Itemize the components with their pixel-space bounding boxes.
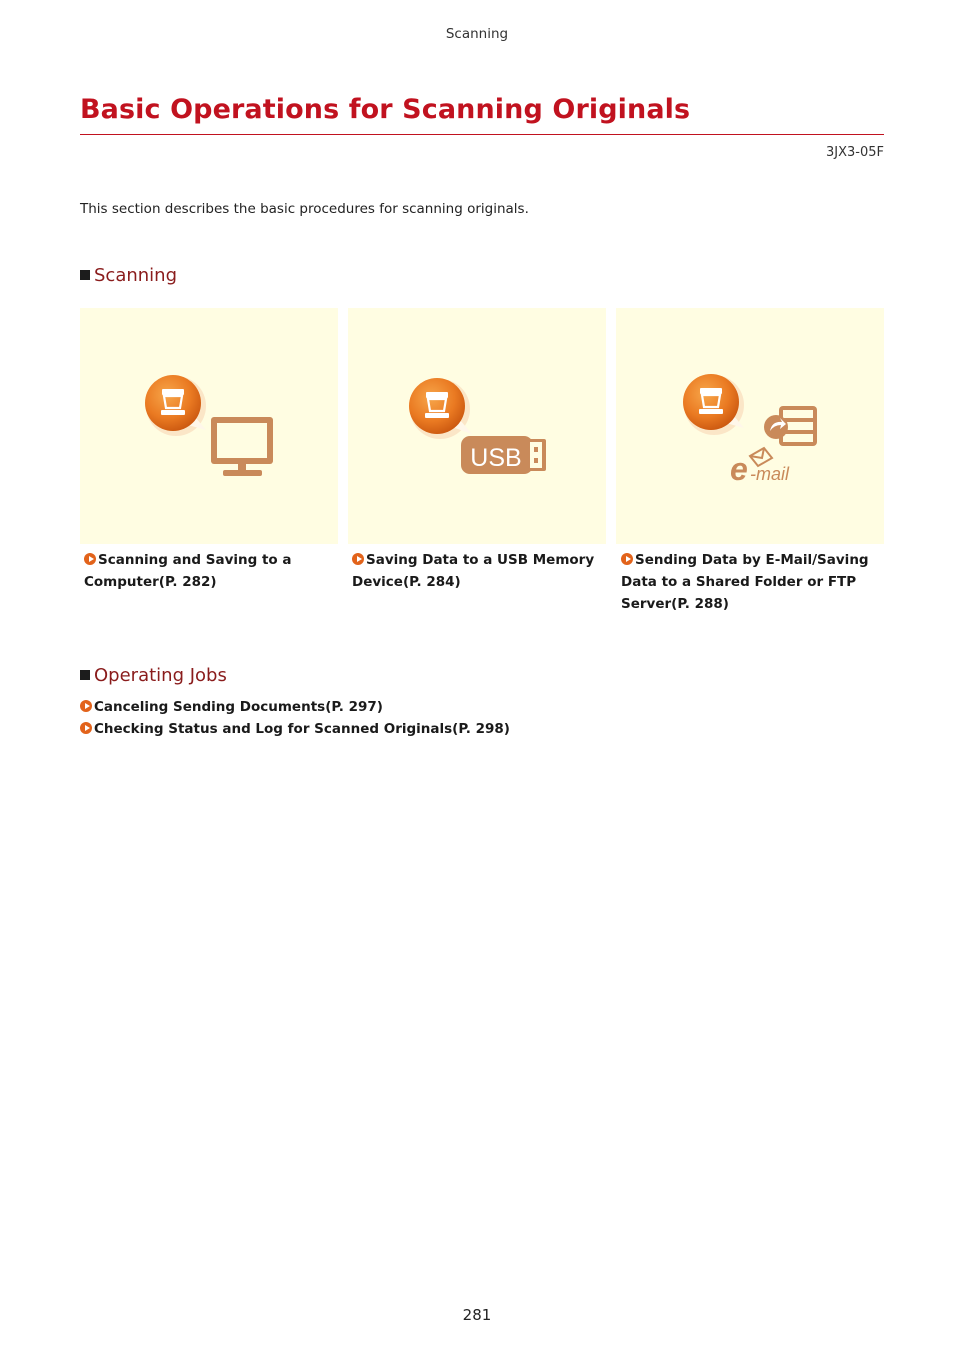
link-checking-status-log[interactable] xyxy=(80,721,510,737)
square-bullet-icon xyxy=(80,270,90,280)
caption-line: Scanning and Saving to a xyxy=(98,552,292,568)
intro-text: This section describes the basic procedures for scanning originals. xyxy=(80,201,529,217)
link-label: Checking Status and Log for Scanned Originals(P. 298) xyxy=(94,721,510,737)
link-arrow-icon xyxy=(80,700,92,712)
link-arrow-icon xyxy=(352,553,364,565)
scanner-badge-icon xyxy=(683,374,744,435)
scan-to-computer-illustration xyxy=(80,308,338,544)
caption-line: Computer(P. 282) xyxy=(84,574,217,590)
caption-save-to-usb[interactable] xyxy=(352,549,606,593)
scanner-badge-icon xyxy=(409,378,472,439)
caption-line: Server(P. 288) xyxy=(621,596,729,612)
running-header: Scanning xyxy=(445,26,509,42)
card-save-to-usb[interactable] xyxy=(348,308,606,544)
caption-line: Saving Data to a USB Memory xyxy=(366,552,595,568)
link-label: Canceling Sending Documents(P. 297) xyxy=(94,699,383,715)
monitor-icon xyxy=(211,417,273,476)
caption-line: Sending Data by E-Mail/Saving xyxy=(635,552,869,568)
section-heading-operating-jobs xyxy=(80,665,227,686)
email-mail-label: -mail xyxy=(750,464,789,484)
link-canceling-sending[interactable] xyxy=(80,699,383,715)
caption-send-email-folder[interactable] xyxy=(621,549,884,615)
caption-line: Device(P. 284) xyxy=(352,574,461,590)
save-to-usb-illustration xyxy=(348,308,606,544)
usb-label: USB xyxy=(470,444,522,472)
caption-scan-to-computer[interactable] xyxy=(84,549,334,593)
section-heading-label: Scanning xyxy=(94,265,178,286)
page-title: Basic Operations for Scanning Originals xyxy=(80,94,691,125)
section-heading-scanning xyxy=(80,265,177,286)
send-email-folder-illustration xyxy=(616,308,884,544)
square-bullet-icon xyxy=(80,670,90,680)
server-icon xyxy=(764,406,817,446)
link-arrow-icon xyxy=(84,553,96,565)
title-rule xyxy=(80,134,884,135)
scanner-badge-icon xyxy=(145,375,206,436)
section-heading-label: Operating Jobs xyxy=(94,665,227,686)
email-icon xyxy=(730,448,790,487)
page-number: 281 xyxy=(462,1306,492,1324)
email-e-label: e xyxy=(730,451,748,487)
link-arrow-icon xyxy=(80,722,92,734)
usb-drive-icon xyxy=(461,436,546,474)
document-id: 3JX3-05F xyxy=(826,145,884,160)
card-send-email-folder[interactable] xyxy=(616,308,884,544)
caption-line: Data to a Shared Folder or FTP xyxy=(621,574,857,590)
card-scan-to-computer[interactable] xyxy=(80,308,338,544)
link-arrow-icon xyxy=(621,553,633,565)
